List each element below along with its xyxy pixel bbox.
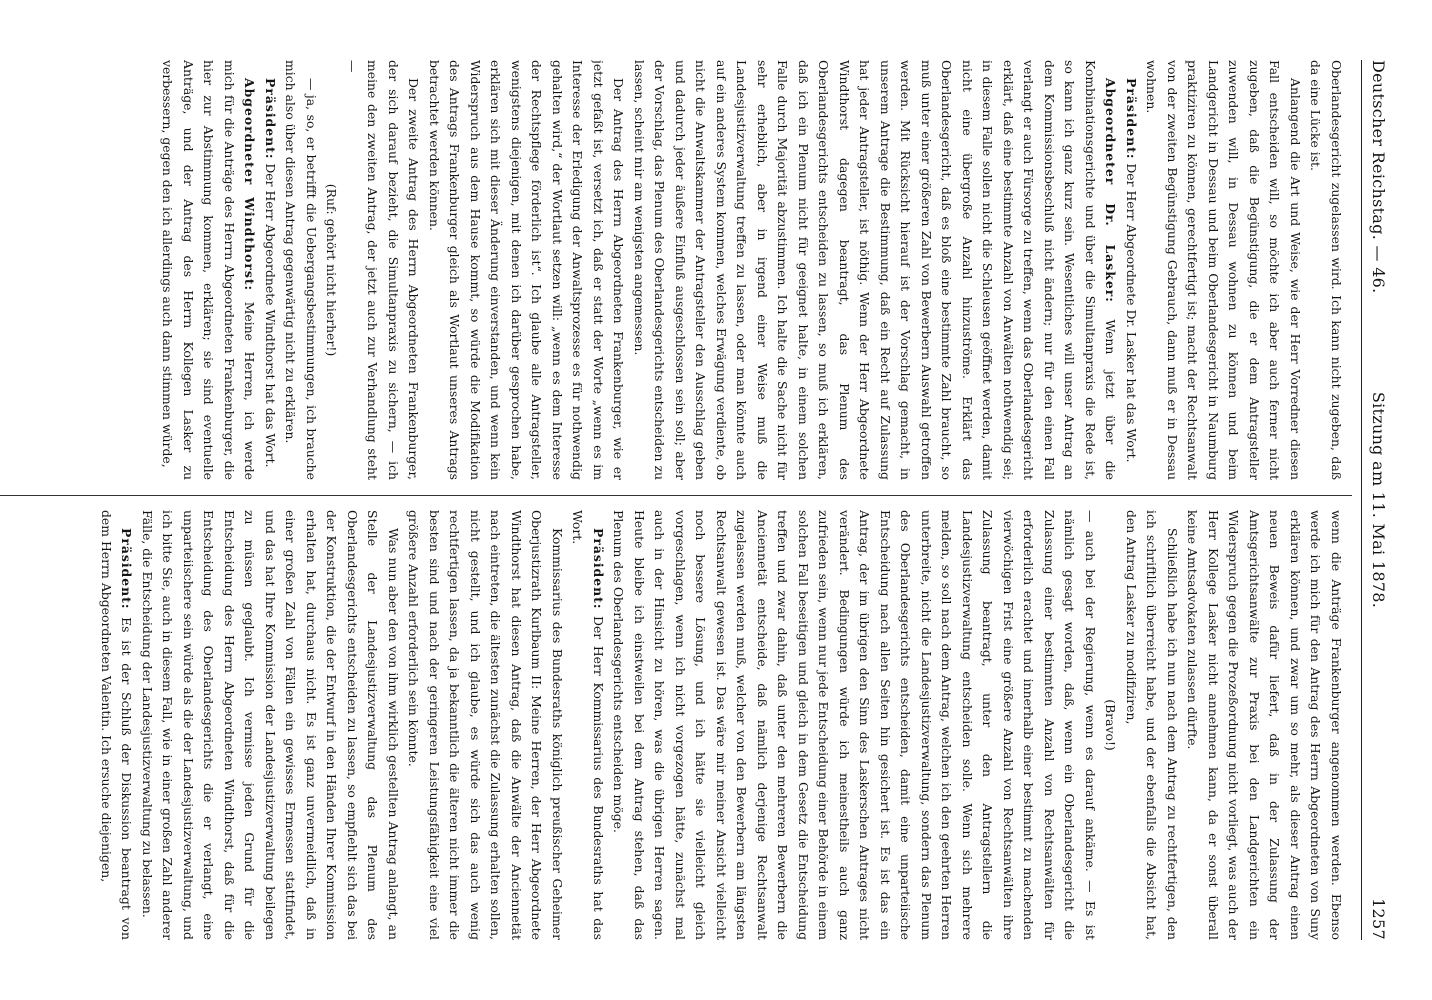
paragraph: Anlangend die Art und Weise, wie der Herr Vorredner diesen Fall entscheiden will, so möchte ich aber auch ferner nicht zugeben, daß die Begünstigung, die er dem Antragsteller zuwenden will, in Dessau wohnen zu können und beim Landgericht in Dessau und beim Oberlandesgericht in Naumburg praktiziren zu können, gerechtfertigt ist; macht der Rechtsanwalt von der zweiten Begünstigung Gebrauch, dann muß er in Dessau wohnen. [1144,60,1303,480]
paragraph: Der Antrag des Herrn Abgeordneten Frankenburger, wie er jetzt gefaßt ist, versetzt ich, daß er statt der Worte „wenn es im Interesse der Erledigung der Anwaltsprozesse es für nothwendig gehalten wird,“ der Wortlaut setzen will: „wenn es dem Interesse der Rechtspflege förderlich ist“. Ich glaube alle Antragsteller, wenigstens diejenigen, mit denen ich darüber gesprochen habe, erklären sich mit dieser Änderung einverstanden, und wenn kein Widerspruch aus dem Hause kommt, so würde die Modifikation des Antrags Frankenburger gleich als Wortlaut unseres Antrags betrachtet werden können. [427,60,627,480]
paragraph: Oberlandesgericht zugelassen wird. Ich kann nicht zugeben, daß da eine Lücke ist. [1308,60,1344,480]
speaker-paragraph [96,510,137,940]
speaker-paragraph [157,60,260,480]
speaker-label: Abgeordneter Windthorst: [242,78,258,292]
speaker-label: Präsident: [591,528,606,610]
speaker-label: Präsident: [1124,78,1139,160]
speech-text: Der Herr Kommissarius des Bundesraths hat das Wort. [570,510,606,940]
speaker-paragraph [567,510,608,940]
right-column [16,510,1346,940]
paragraph: — ja, so, er betrifft die Uebergangsbestimmungen, ich brauche mich also über diesen Antrag gegenwärtig nicht zu erklären. [283,60,319,480]
paragraph: Kommissarius des Bundesraths königlich preußischer Geheimer Oberjustizrath Kurlbaum II: Meine Herren, der Herr Abgeordnete Windthorst hat diesen Antrag, daß die Anwälte der Anciennetät nach eintreten, die ältesten zunächst die Zulassung erhalten sollen, nicht gestellt, und ich glaube, es würde sich das auch wenig rechtfertigen lassen, da ja bekanntlich die älteren nicht immer die besten sind und nach der geringeren Leistungsfähigkeit eine viel größere Anzahl erforderlich sein könnte. [406,510,565,940]
speech-text: Der Herr Abgeordnete Dr. Lasker hat das Wort. [1124,163,1139,463]
interjection: (Bravo!) [1103,699,1119,751]
paragraph: — auch bei der Regierung, wenn es darauf ankäme. — Es ist nämlich gesagt worden, daß, wenn ein Oberlandesgericht die Zulassung einer bestimmten Anzahl von Rechtsanwälten für erforderlich erachtet und innerhalb einer bestimmt zu machenden vierwöchigen Frist eine größere Anzahl von Rechtsanwälten ihre Zulassung beantragt, unter den Antragstellern die Landesjustizverwaltung entscheiden solle. Wenn sich mehrere melden, so soll nach dem Antrag, welchen ich den geehrten Herren unterbreite, nicht die Landesjustizverwaltung, sondern das Plenum des Oberlandesgerichts entscheiden, damit eine unparteiische Entscheidung nach allen Seiten hin gesichert ist. Es ist das ein Antrag, der im übrigen den Sinn des Laskerschen Antrages nicht verändert. Bedingungen würde ich meinestheils auch ganz zufrieden sein, wenn nur jede Entscheidung einer Behörde in einem solchen Fall beseitigen und gleich in dem Gesetz die Entscheidung treffen und zwar dahin, daß unter den mehreren Bewerbern die Anciennetät entscheide, daß nämlich derjenige Rechtsanwalt zugelassen werden muß, welcher von den Bewerbern am längsten Rechtsanwalt gewesen ist. Das wäre mir meiner Ansicht vielleicht noch bessere Lösung, und ich hätte sie vielleicht gleich vorgeschlagen, wenn ich nicht vorgezogen hätte, zunächst mal auch in der Hinsicht zu hören, was die übrigen Herren sagen. Heute bleibe ich einstweilen bei dem Antrag stehen, daß das Plenum des Oberlandesgerichts entscheiden möge. [611,510,1098,940]
paragraph: Was nun aber den von ihm wirklich gestellten Antrag anlangt, an Stelle der Landesjustizverwaltung das Plenum des Oberlandesgerichts entscheiden zu lassen, so empfiehlt sich das bei der Konstruktion, die der Entwurf in den Händen Ihrer Kommission erhalten hat, durchaus nicht. Es ist ganz unvermeidlich, daß in einer großen Zahl von Fällen ein gewisses Ermessen stattfindet, und das hat Ihre Kommission der Landesjustizverwaltung beilegen zu müssen geglaubt. Ich vermisse jeden Grund für die Entscheidung des Herrn Abgeordneten Windthorst, daß für die Entscheidung des Oberlandesgerichts die er verlangt, eine unparteiischere sein würde als die der Landesjustizverwaltung, und ich bitte Sie, auch in diesem Fall, wie in einer großen Zahl anderer Fälle, die Entscheidung der Landesjustizverwaltung zu belassen. [140,510,401,940]
column-divider [0,495,1352,496]
running-title: Deutscher Reichstag. — 46. [1369,60,1388,294]
speech-text: Es ist der Schluß der Diskussion beantragt von dem Herrn Abgeordneten Valentin. Ich ersuche diejenigen, [99,510,135,940]
speaker-label: Abgeordneter Dr. Lasker: [1103,78,1119,303]
speaker-label: Präsident: [119,528,135,610]
session-date: Sitzung am 11. Mai 1878. [1369,391,1388,609]
page-number: 1257 [1369,898,1388,940]
speech-text: Der Herr Abgeordnete Windthorst hat das Wort. [263,163,278,468]
left-column [16,60,1346,480]
speech-text: Meine Herren, ich werde mich für die Anträge des Herrn Abgeordneten Frankenburger, die hier zur Abstimmung kommen, erklären; sie sind eventuelle Anträge, und der Antrag des Herrn Kollegen Lasker zu verbessern, gegen den ich allerdings auch dann stimmen würde, [160,60,258,480]
paragraph: Schließlich habe ich nun nach dem Antrag zu rechtfertigen, den ich schriftlich überreicht habe, und der ebenfalls die Absicht hat, den Antrag Lasker zu modifiziren, [1124,510,1180,940]
page-header [1360,60,1388,940]
speech-text: Wenn jetzt über die Kombinationsgerichte und über die Simultanpraxis die Rede ist, so kann ich ganz kurz sein. Wesentliches will unser Antrag an dem Kommissionsbeschluß nicht ändern; nur für den einen Fall verlangt er auch Fürsorge zu treffen, wenn das Oberlandesgericht erklärt, daß eine bestimmte Anzahl von Anwälten nothwendig sei; in diesem Falle sollen nicht die Schleusen geöffnet werden, damit nicht eine übergroße Anzahl hinzuströme. Erklärt das Oberlandesgericht, daß es bloß eine bestimmte Zahl braucht, so muß unter einer größeren Zahl von Bewerbern Auswahl getroffen werden. Mit Rücksicht hierauf ist der Vorschlag gemacht, in unserem Antrage die Bestimmung, daß ein Recht auf Zulassung hat jeder Antragsteller, ist nöthig. Wenn der Herr Abgeordnete Windthorst dagegen beantragt, das Plenum des Oberlandesgerichts entscheiden zu lassen, so muß ich erklären, daß ich ein Plenum nicht für geeignet halte, in einem solchen Falle durch Majorität abzustimmen. Ich halte die Sache nicht für sehr erheblich, aber in irgend einer Weise muß die Landesjustizverwaltung treffen zu lassen, oder man könnte auch auf ein anderes System kommen, welches Erwägung verdiente, ob nicht die Anwaltskammer der Antragsteller den Ausschlag geben und dadurch jeder äußere Einfluß ausgeschlossen sein soll; aber der Vorschlag, das Plenum des Oberlandesgerichts entscheiden zu lassen, scheint mir am wenigsten angemessen. [632,60,1119,480]
paragraph: wenn die Anträge Frankenburger angenommen werden. Ebenso werde ich mich für den Antrag des Herrn Abgeordneten von Suny erklären können, und zwar um so mehr, als dieser Antrag einen neuen Beweis dafür liefert, daß in der Zulassung der Amtsgerichtsanwälte zur Praxis bei den Landgerichten ein Widerspruch gegen die Prozeßordnung nicht vorliegt, was auch der Herr Kollege Lasker nicht annehmen kann, da er sonst überall keine Amtsadvokaten zulassen dürfte. [1185,510,1344,940]
header-rule [1361,60,1362,940]
speaker-label: Präsident: [263,78,278,160]
paragraph: Der zweite Antrag des Herrn Abgeordneten Frankenburger, der sich darauf bezieht, die Simultanpraxis zu sichern, — ich meine den zweiten Antrag, der jetzt auch zur Verhandlung steht — [345,60,422,480]
speaker-paragraph [629,60,1121,480]
speaker-paragraph [260,60,281,480]
speaker-paragraph [1121,60,1142,480]
interjection: (Ruf: gehört nicht hierher!) [324,183,340,357]
